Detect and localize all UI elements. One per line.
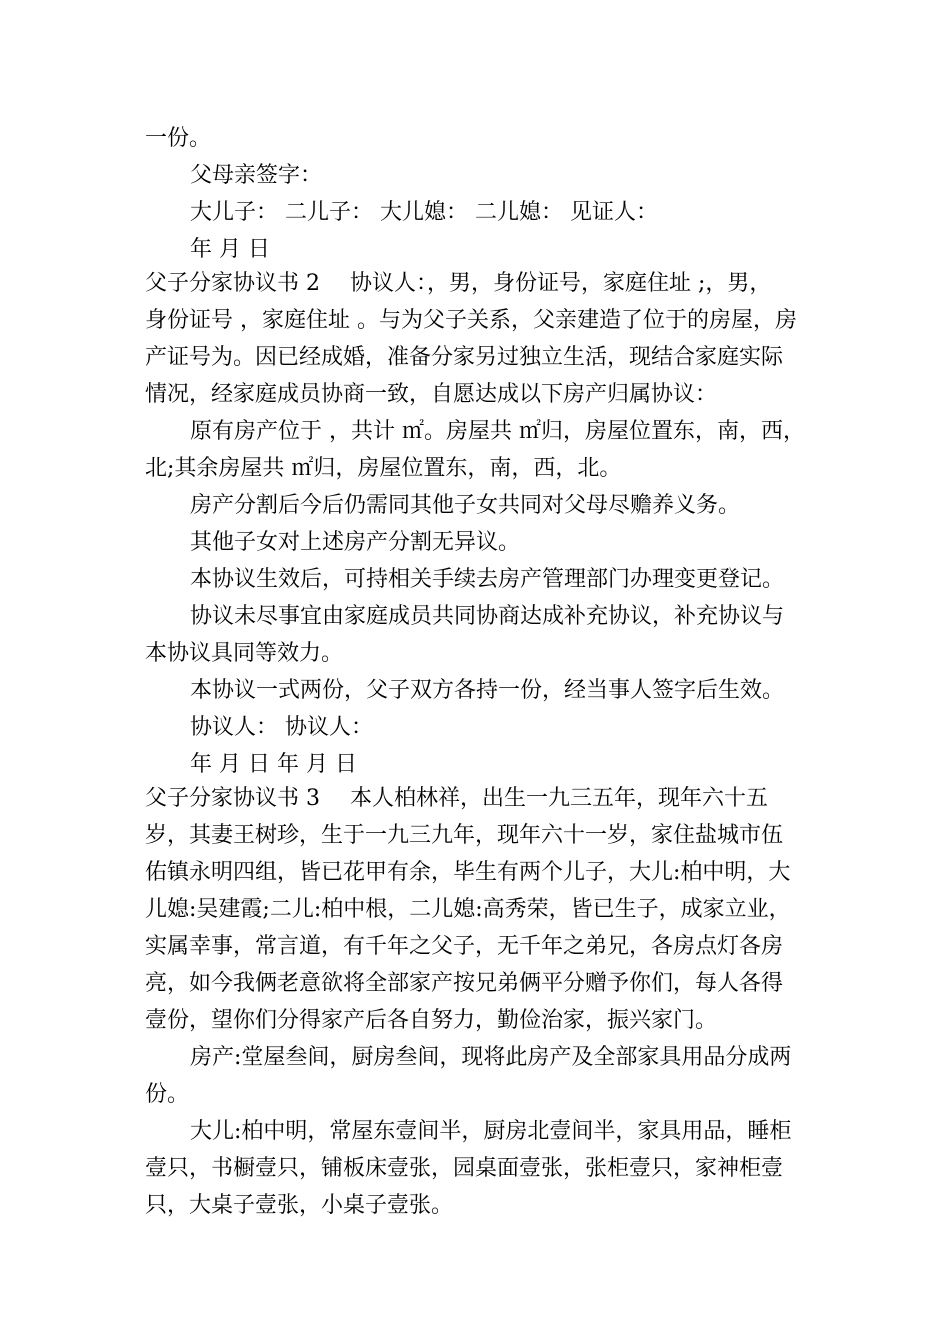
text-line: 本协议具同等效力。 xyxy=(145,641,344,666)
text-line: 壹只，书橱壹只，铺板床壹张，园桌面壹张，张柜壹只，家神柜壹 xyxy=(145,1156,784,1181)
section-heading-line: 父子分家协议书 2 协议人：，男，身份证号，家庭住址 ;，男， xyxy=(145,271,772,296)
text-line: 壹份，望你们分得家产后各自努力，勤俭治家，振兴家门。 xyxy=(145,1008,718,1033)
text-line: 原有房产位于 ，共计 ㎡。房屋共 ㎡归，房屋位置东，南，西， xyxy=(190,419,805,444)
text-line: 房产:堂屋叁间，厨房叁间，现将此房产及全部家具用品分成两 xyxy=(190,1045,792,1070)
section-heading: 父子分家协议书 2 xyxy=(145,271,320,296)
section-heading-line: 父子分家协议书 3 本人柏林祥，出生一九三五年，现年六十五 xyxy=(145,786,769,811)
text-line: 一份。 xyxy=(145,126,212,151)
text-line: 房产分割后今后仍需同其他子女共同对父母尽赡养义务。 xyxy=(190,493,741,518)
text-line: 协议人： 协议人： xyxy=(190,715,373,740)
text-line: 佑镇永明四组，皆已花甲有余，毕生有两个儿子，大儿:柏中明，大 xyxy=(145,860,791,885)
text-line: 份。 xyxy=(145,1082,190,1107)
text-line: 本协议一式两份，父子双方各持一份，经当事人签字后生效。 xyxy=(190,678,785,703)
text-line: 实属幸事，常言道，有千年之父子，无千年之弟兄，各房点灯各房 xyxy=(145,934,784,959)
text-line: 年 月 日 年 月 日 xyxy=(190,752,357,777)
text-line: 协议未尽事宜由家庭成员共同协商达成补充协议，补充协议与 xyxy=(190,604,785,629)
text-line: 父母亲签字： xyxy=(190,163,323,188)
text-line: 情况，经家庭成员协商一致，自愿达成以下房产归属协议： xyxy=(145,382,718,407)
text-line: 产证号为。因已经成婚，准备分家另过独立生活，现结合家庭实际 xyxy=(145,345,784,370)
section-heading: 父子分家协议书 3 xyxy=(145,786,320,811)
text-line: 身份证号 ，家庭住址 。与为父子关系，父亲建造了位于的房屋，房 xyxy=(145,308,797,333)
text-line: 北;其余房屋共 ㎡归，房屋位置东，南，西，北。 xyxy=(145,456,622,481)
text-line: 亮，如今我俩老意欲将全部家产按兄弟俩平分赠予你们，每人各得 xyxy=(145,971,784,996)
text-line: 本协议生效后，可持相关手续去房产管理部门办理变更登记。 xyxy=(190,567,785,592)
text-line: 儿媳:吴建霞;二儿:柏中根，二儿媳:高秀荣，皆已生子，成家立业， xyxy=(145,897,791,922)
text-line: 大儿子： 二儿子： 大儿媳： 二儿媳： 见证人： xyxy=(190,200,658,225)
text-line: 其他子女对上述房产分割无异议。 xyxy=(190,530,521,555)
text-line: 大儿:柏中明，常屋东壹间半，厨房北壹间半，家具用品，睡柜 xyxy=(190,1119,792,1144)
text-line: 年 月 日 xyxy=(190,237,270,262)
text-line: 岁，其妻王树珍，生于一九三九年，现年六十一岁，家住盐城市伍 xyxy=(145,823,784,848)
text-line: 只，大桌子壹张，小桌子壹张。 xyxy=(145,1193,454,1218)
